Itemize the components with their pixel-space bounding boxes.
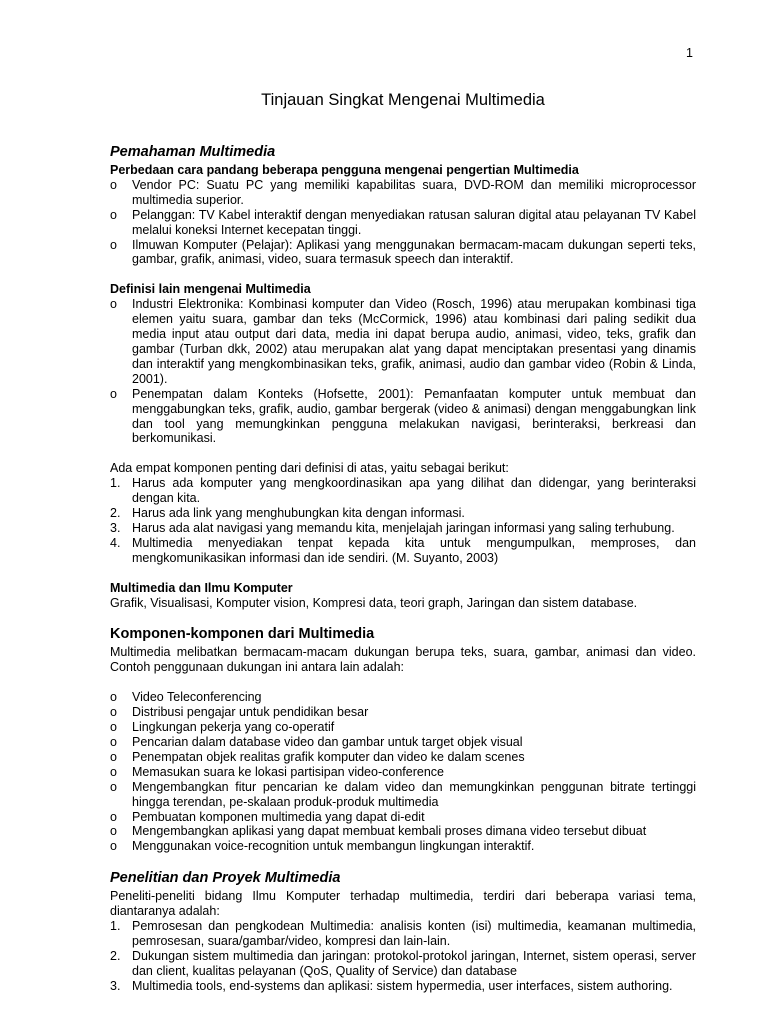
list-item: 4. Multimedia menyediakan tenpat kepada kita untuk mengumpulkan, memproses, dan mengkomunikasikan informasi dan ide sendiri. (M. Suyanto, 2003): [110, 535, 696, 565]
paragraph-penelitian: Peneliti-peneliti bidang Ilmu Komputer terhadap multimedia, terdiri dari beberapa variasi tema, diantaranya adalah:: [110, 889, 696, 919]
list-item: 2. Dukungan sistem multimedia dan jaringan: protokol-protokol jaringan, Internet, sistem operasi, server dan client, kualitas pelayanan (QoS, Quality of Service) dan database: [110, 948, 696, 978]
bullet-list-contoh: [110, 690, 696, 854]
paragraph-komponen: Multimedia melibatkan bermacam-macam dukungan berupa teks, suara, gambar, animasi dan video. Contoh penggunaan dukungan ini antara lain adalah:: [110, 645, 696, 675]
bullet-marker: o: [110, 824, 117, 839]
bullet-marker: o: [110, 177, 117, 192]
bullet-marker: o: [110, 207, 117, 222]
list-item: o Penempatan objek realitas grafik komputer dan video ke dalam scenes: [110, 749, 525, 764]
numbered-list-penelitian: [110, 919, 696, 994]
list-item: 1. Harus ada komputer yang mengkoordinasikan apa yang dilihat dan didengar, yang berinteraksi dengan kita.: [110, 476, 696, 506]
paragraph-ilmu-komputer: Grafik, Visualisasi, Komputer vision, Kompresi data, teori graph, Jaringan dan sistem database.: [110, 595, 638, 610]
bullet-marker: o: [110, 809, 117, 824]
number-marker: 3.: [110, 520, 121, 535]
list-item: 1. Pemrosesan dan pengkodean Multimedia: analisis konten (isi) multimedia, keamanan multimedia, pemrosesan, suara/gambar/video, kompresi dan lain-lain.: [110, 919, 696, 948]
list-item: o Menggunakan voice-recognition untuk membangun lingkungan interaktif.: [110, 839, 535, 854]
subheading-definisi: Definisi lain mengenai Multimedia: [110, 282, 311, 297]
section-heading-pemahaman: Pemahaman Multimedia: [110, 144, 276, 160]
page-number: 1: [686, 46, 693, 60]
bullet-marker: o: [110, 720, 117, 735]
bullet-marker: o: [110, 735, 117, 749]
bullet-marker: o: [110, 237, 117, 252]
subheading-perbedaan: Perbedaan cara pandang beberapa pengguna mengenai pengertian Multimedia: [110, 163, 579, 177]
list-item: 3. Multimedia tools, end-systems dan aplikasi: sistem hypermedia, user interfaces, sistem authoring.: [110, 978, 673, 993]
number-marker: 3.: [110, 978, 121, 993]
list-item: o Vendor PC: Suatu PC yang memiliki kapabilitas suara, DVD-ROM dan memiliki microprocessor multimedia superior.: [110, 177, 696, 207]
document-body: [110, 90, 696, 994]
number-marker: 4.: [110, 535, 121, 550]
list-item: 2. Harus ada link yang menghubungkan kita dengan informasi.: [110, 506, 465, 521]
subheading-ilmu-komputer: Multimedia dan Ilmu Komputer: [110, 580, 293, 595]
number-marker: 1.: [110, 476, 121, 491]
list-item: o Mengembangkan fitur pencarian ke dalam video dan memungkinkan penggunan bitrate tertinggi hingga terendan, pe-skalaan produk-produk multimedia: [110, 779, 696, 809]
bullet-marker: o: [110, 764, 117, 779]
list-item: o Lingkungan pekerja yang co-operatif: [110, 720, 335, 735]
bullet-marker: o: [110, 839, 117, 854]
list-item: o Memasukan suara ke lokasi partisipan video-conference: [110, 764, 444, 779]
list-item: o Distribusi pengajar untuk pendidikan besar: [110, 705, 369, 720]
bullet-list-perbedaan: [110, 178, 696, 267]
bullet-list-definisi: [110, 297, 696, 446]
document-title: Tinjauan Singkat Mengenai Multimedia: [261, 91, 545, 109]
list-item: 3. Harus ada alat navigasi yang memandu kita, menjelajah jaringan informasi yang saling terhubung.: [110, 520, 675, 535]
section-heading-penelitian: Penelitian dan Proyek Multimedia: [110, 870, 341, 887]
bullet-marker: o: [110, 690, 117, 705]
bullet-marker: o: [110, 749, 117, 764]
list-item: o Mengembangkan aplikasi yang dapat membuat kembali proses dimana video tersebut dibuat: [110, 824, 647, 839]
bullet-marker: o: [110, 386, 117, 401]
list-item: o Ilmuwan Komputer (Pelajar): Aplikasi yang menggunakan bermacam-macam dukungan seperti teks, gambar, grafik, animasi, video, suara termasuk speech dan interaktif.: [110, 237, 696, 267]
number-marker: 2.: [110, 948, 121, 963]
number-marker: 1.: [110, 919, 121, 934]
list-item: o Penempatan dalam Konteks (Hofsette, 2001): Pemanfaatan komputer untuk membuat dan menggabungkan teks, grafik, audio, gambar bergerak (video & animasi) dengan menggabungkan link dan tool yang memungkinkan pengguna melakukan navigasi, berinteraksi, berkreasi dan berkomunikasi.: [110, 386, 696, 446]
bullet-marker: o: [110, 297, 117, 312]
list-item: o Pelanggan: TV Kabel interaktif dengan menyediakan ratusan saluran digital atau pelayanan TV Kabel melalui koneksi Internet kecepatan tinggi.: [110, 207, 696, 237]
bullet-marker: o: [110, 705, 117, 720]
list-item: o Pencarian dalam database video dan gambar untuk target objek visual: [110, 735, 523, 749]
number-marker: 2.: [110, 506, 121, 521]
list-item: o Pembuatan komponen multimedia yang dapat di-edit: [110, 809, 425, 824]
list-item: o Video Teleconferencing: [110, 690, 262, 705]
section-heading-komponen: Komponen-komponen dari Multimedia: [110, 626, 375, 643]
list-item: o Industri Elektronika: Kombinasi komputer dan Video (Rosch, 1996) atau merupakan kombinasi tiga elemen yaitu suara, gambar dan teks (McCormick, 1996) atau kombinasi dari paling sedikit dua media input atau output dari data, media ini dapat berupa audio, animasi, video, teks, grafik dan gambar (Turban dkk, 2002) atau merupakan alat yang dapat menciptakan presentasi yang dinamis dan interaktif yang mengkombinasikan teks, grafik, animasi, audio dan gambar video (Robin & Linda, 2001).: [110, 297, 696, 386]
bullet-marker: o: [110, 779, 117, 794]
paragraph-komponen-intro: Ada empat komponen penting dari definisi di atas, yaitu sebagai berikut:: [110, 461, 509, 476]
numbered-list-komponen: [110, 476, 696, 565]
